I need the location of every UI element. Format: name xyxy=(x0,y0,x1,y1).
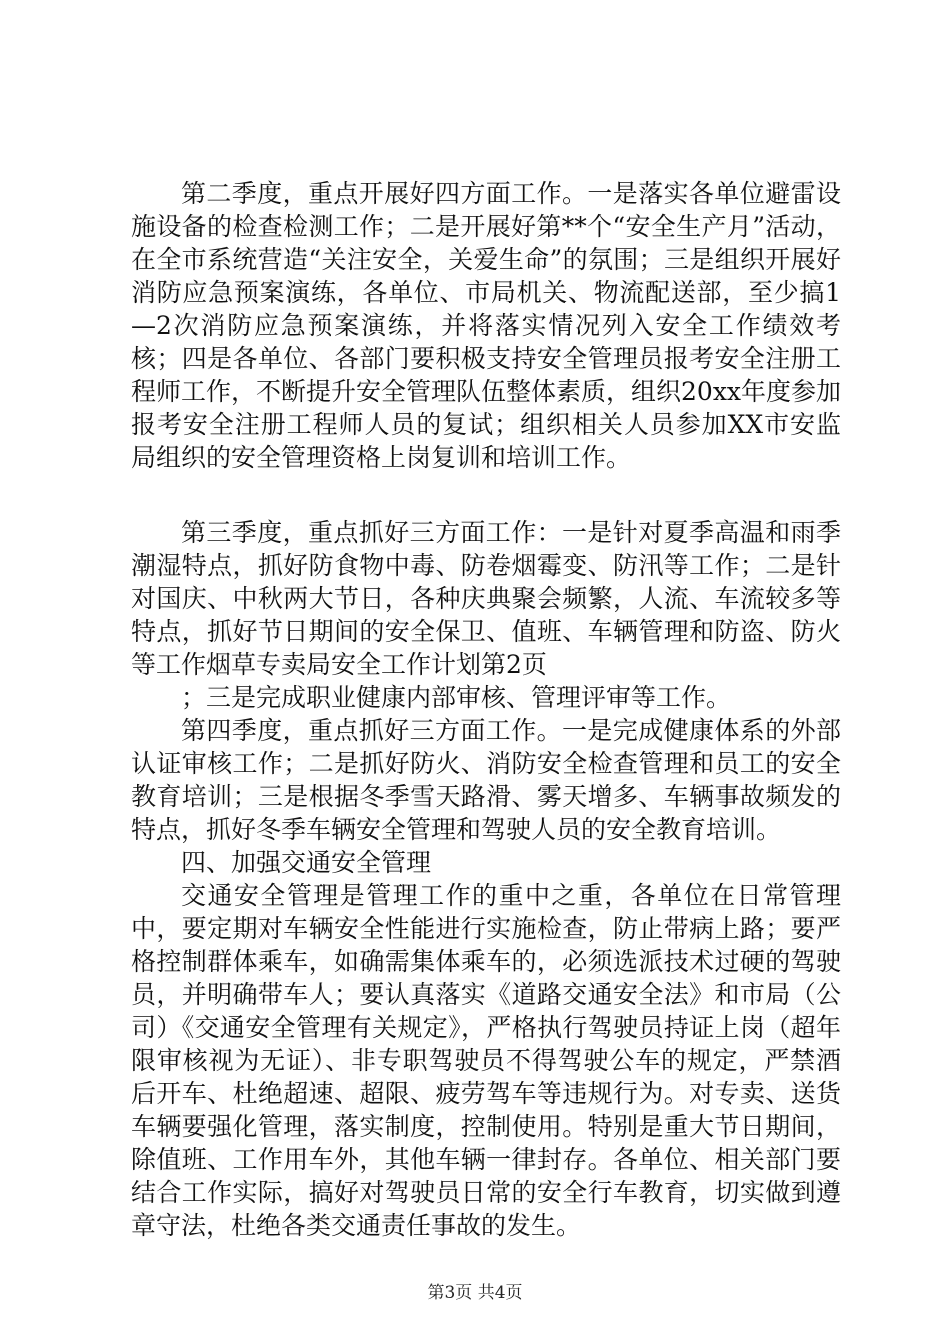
paragraph-q3: 第三季度，重点抓好三方面工作：一是针对夏季高温和雨季潮湿特点，抓好防食物中毒、防卷烟霉变、防汛等工作；二是针对国庆、中秋两大节日，各种庆典聚会频繁，人流、车流较多等特点，抓好节日期间的安全保卫、值班、车辆管理和防盗、防火等工作烟草专卖局安全工作计划第2页 xyxy=(131,518,841,679)
section-heading-traffic-safety: 四、加强交通安全管理 xyxy=(181,848,432,877)
document-body xyxy=(131,177,841,1242)
paragraph-gap xyxy=(131,474,841,516)
paragraph-q4: 第四季度，重点抓好三方面工作。一是完成健康体系的外部认证审核工作；二是抓好防火、消防安全检查管理和员工的安全教育培训；三是根据冬季雪天路滑、雾天增多、车辆事故频发的特点，抓好冬季车辆安全管理和驾驶人员的安全教育培训。 xyxy=(131,716,841,844)
page-footer: 第3页 共4页 xyxy=(427,1283,523,1303)
paragraph-traffic-safety: 交通安全管理是管理工作的重中之重，各单位在日常管理中，要定期对车辆安全性能进行实施检查，防止带病上路；要严格控制群体乘车，如确需集体乘车的，必须选派技术过硬的驾驶员，并明确带车人；要认真落实《道路交通安全法》和市局（公司）《交通安全管理有关规定》，严格执行驾驶员持证上岗（超年限审核视为无证）、非专职驾驶员不得驾驶公车的规定，严禁酒后开车、杜绝超速、超限、疲劳驾车等违规行为。对专卖、送货车辆要强化管理，落实制度，控制使用。特别是重大节日期间，除值班、工作用车外，其他车辆一律封存。各单位、相关部门要结合工作实际，搞好对驾驶员日常的安全行车教育，切实做到遵章守法，杜绝各类交通责任事故的发生。 xyxy=(131,881,841,1240)
paragraph-q3-continued: ；三是完成职业健康内部审核、管理评审等工作。 xyxy=(181,683,732,712)
paragraph-q2: 第二季度，重点开展好四方面工作。一是落实各单位避雷设施设备的检查检测工作；二是开展好第**个“安全生产月”活动，在全市系统营造“关注安全，关爱生命”的氛围；三是组织开展好消防应急预案演练，各单位、市局机关、物流配送部，至少搞1—2次消防应急预案演练，并将落实情况列入安全工作绩效考核；四是各单位、各部门要积极支持安全管理员报考安全注册工程师工作，不断提升安全管理队伍整体素质，组织20xx年度参加报考安全注册工程师人员的复试；组织相关人员参加XX市安监局组织的安全管理资格上岗复训和培训工作。 xyxy=(131,179,842,472)
